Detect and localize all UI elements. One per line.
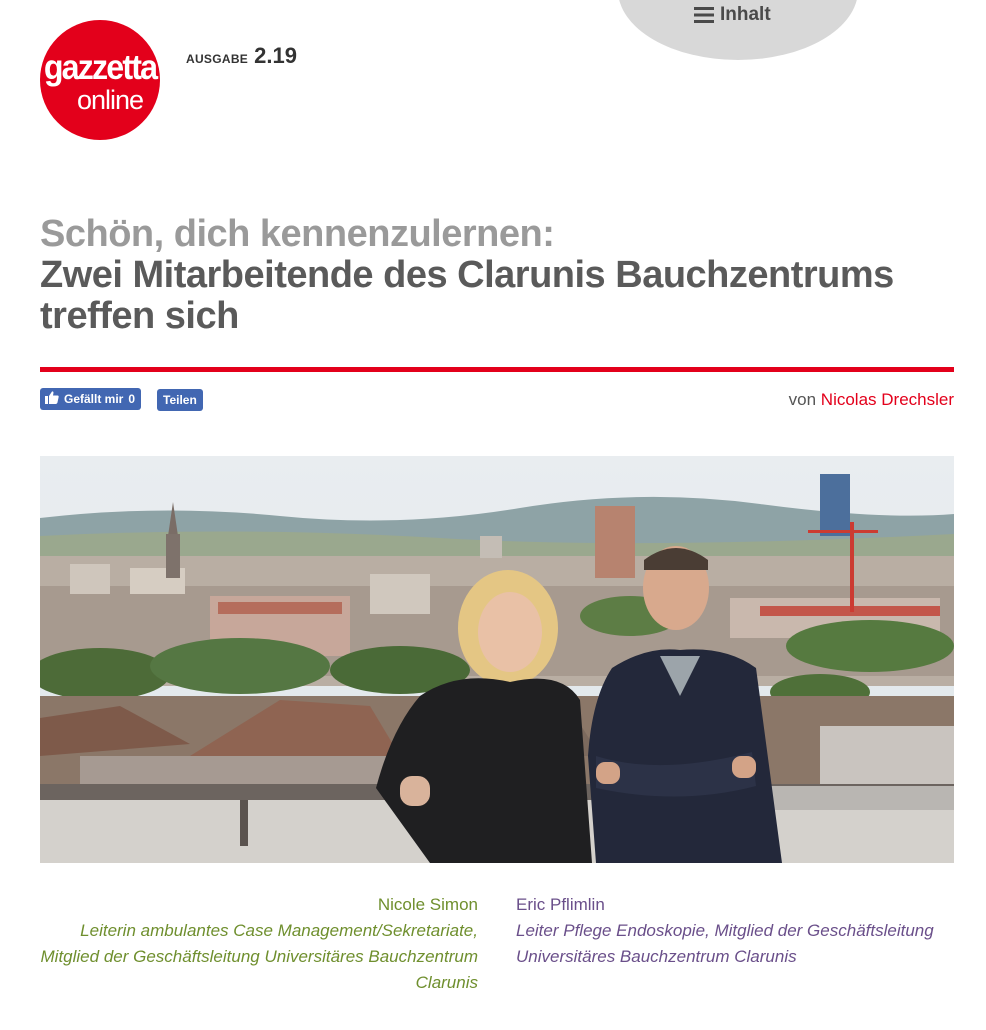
like-label: Gefällt mir [64,392,124,406]
article-title [40,214,960,337]
thumbs-up-icon [45,391,59,407]
logo-bottom-text: online [76,85,144,115]
facebook-like-button[interactable] [40,388,141,410]
person-2-name: Eric Pflimlin [516,895,605,914]
logo-top-text: gazzetta [43,48,157,87]
share-label: Teilen [163,393,197,407]
caption-person-2 [516,892,936,970]
author-link[interactable]: Nicolas Drechsler [820,390,954,409]
caption-person-1 [40,892,478,996]
menu-label: Inhalt [720,4,771,25]
title-kicker: Schön, dich kennenzulernen: [40,213,555,255]
title-divider [40,367,954,372]
person-1-role: Leiterin ambulantes Case Management/Sekretariate, Mitglied der Geschäftsleitung Universitäres Bauchzentrum Clarunis [40,921,478,992]
issue-label: AUSGABE [186,52,249,66]
byline-prefix: von [788,390,817,409]
menu-button[interactable] [694,3,771,27]
issue-info [186,43,297,69]
facebook-share-button[interactable] [157,389,203,411]
article-photo [40,456,954,863]
issue-number: 2.19 [254,43,297,68]
person-2-role: Leiter Pflege Endoskopie, Mitglied der Geschäftsleitung Universitäres Bauchzentrum Clarunis [516,921,934,966]
title-headline: Zwei Mitarbeitende des Clarunis Bauchzentrums treffen sich [40,254,894,337]
person-1-name: Nicole Simon [377,895,478,914]
hamburger-icon [694,6,714,24]
logo[interactable] [40,20,160,140]
like-count: 0 [128,392,136,406]
byline [789,390,954,410]
